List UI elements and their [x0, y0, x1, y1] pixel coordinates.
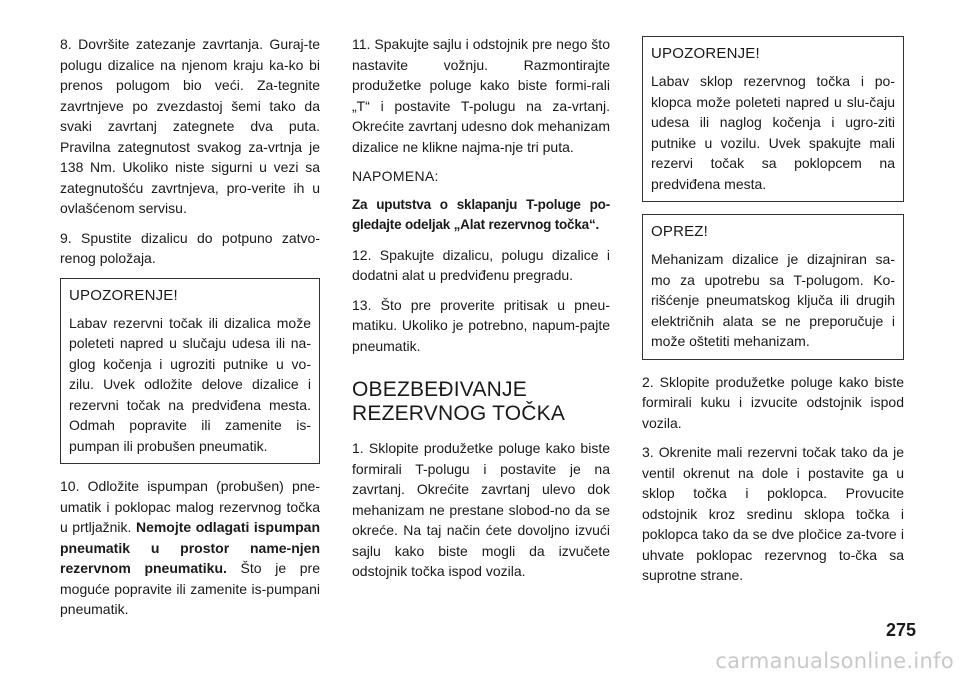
caution-text: Mehanizam dizalice je dizajniran sa-mo za upotrebu sa T-polugom. Ko-rišćenje pneumatskog ključa ili drugih električnih alata se ne preporučuje i može oštetiti mehanizam. — [651, 251, 895, 349]
securing-step-3-text: 3. Okrenite mali rezervni točak tako da je ventil okrenut na dole i postavite ga u sklop točka i poklopca. Provucite odstojnik kroz sredinu sklopa točka i poklopca tako da se dve pločice za-tvore i uhvate poklopac rezervnog to-čka sa suprotne strane. — [642, 444, 904, 583]
middle-column — [352, 34, 610, 591]
note-title: NAPOMENA: — [352, 168, 439, 184]
securing-step-2-text: 2. Sklopite produžetke poluge kako biste formirali kuku i izvucite odstojnik ispod vozila. — [642, 373, 904, 431]
step-10-text — [60, 476, 320, 620]
securing-step-1-text: 1. Sklopite produžetke poluge kako biste formirali T-polugu i postavite je na zavrtanj. Okrećite zavrtanj ulevo dok mehanizam ne prestane slobod-no da se okreće. Na taj način ćete dovoljno izvući sajlu kako biste mogli da izvučete odstojnik točka ispod vozila. — [352, 440, 610, 579]
step-8-text: 8. Dovršite zatezanje zavrtanja. Guraj-te polugu dizalice na njenom kraju ka-ko bi prenos polugom bio veći. Za-tegnite zavrtnjeve po zvezdastoj šemi tako da svaki zavrtanj zategnete dva puta. Pravilna zategnutost svakog za-vrtnja je 138 Nm. Ukoliko niste sigurni u vezi sa zategnutošću zavrtnjeva, pro-verite ih u ovlašćenom servisu. — [60, 36, 320, 216]
warning-text: Labav sklop rezervnog točka i po-klopca može poleteti napred u slu-čaju udesa ili naglog kočenja i ugro-ziti putnike u vozilu. Uvek spakujte mali rezervi točak sa poklopcem na predviđena mesta. — [651, 73, 895, 192]
warning-title: UPOZORENJE! — [69, 286, 178, 304]
step-12-text: 12. Spakujte dizalicu, polugu dizalice i dodatni alat u predviđenu pregradu. — [352, 246, 610, 283]
step-10-part-a: 10. Odložite ispumpan (probušen) pne-umatik i poklopac malog rezervnog točka u prtljažnik. — [60, 478, 320, 535]
caution-title: OPREZ! — [651, 223, 709, 240]
section-heading-line-2: REZERVNOG TOČKA — [352, 402, 566, 425]
step-10-part-c: Što je pre moguće popravite ili zamenite is-pumpani pneumatik. — [60, 560, 320, 617]
step-13-text: 13. Što pre proverite pritisak u pneu-matiku. Ukoliko je potrebno, napum-pajte pneumatik. — [352, 296, 610, 354]
warning-title: UPOZORENJE! — [651, 45, 760, 62]
page-number: 275 — [885, 620, 916, 640]
warning-box-jack — [60, 278, 320, 465]
step-11-text: 11. Spakujte sajlu i odstojnik pre nego što nastavite vožnju. Razmontirajte produžetke poluge kako biste formi-rali „T“ i postavite T-polugu na za-vrtanj. Okrećite zavrtanj udesno dok mehanizam dizalice ne klikne najma-nje tri puta. — [352, 36, 610, 155]
watermark: carmanualsonline.info — [715, 649, 954, 673]
step-9-text: 9. Spustite dizalicu do potpuno zatvo-renog položaja. — [60, 229, 320, 266]
step-10-bold-warning: Nemojte odlagati ispumpan pneumatik u prostor name-njen rezervnom pneumatiku. — [60, 519, 320, 576]
section-heading-line-1: OBEZBEĐIVANJE — [352, 378, 527, 401]
section-heading — [352, 378, 610, 426]
caution-box — [642, 214, 904, 360]
warning-box-spare — [642, 36, 904, 202]
note-text: Za uputstva o sklapanju T-poluge po-gledajte odeljak „Alat rezervnog točka“. — [352, 196, 610, 232]
left-column — [60, 34, 320, 629]
warning-text: Labav rezervni točak ili dizalica može poleteti napred u slučaju udesa ili na-glog kočenja i ugroziti putnike u vo-zilu. Uvek odložite delove dizalice i rezervni točak na predviđena mesta. Odmah popravite ili zamenite is-pumpan ili probušen pneumatik. — [69, 314, 311, 454]
right-column — [642, 36, 904, 595]
